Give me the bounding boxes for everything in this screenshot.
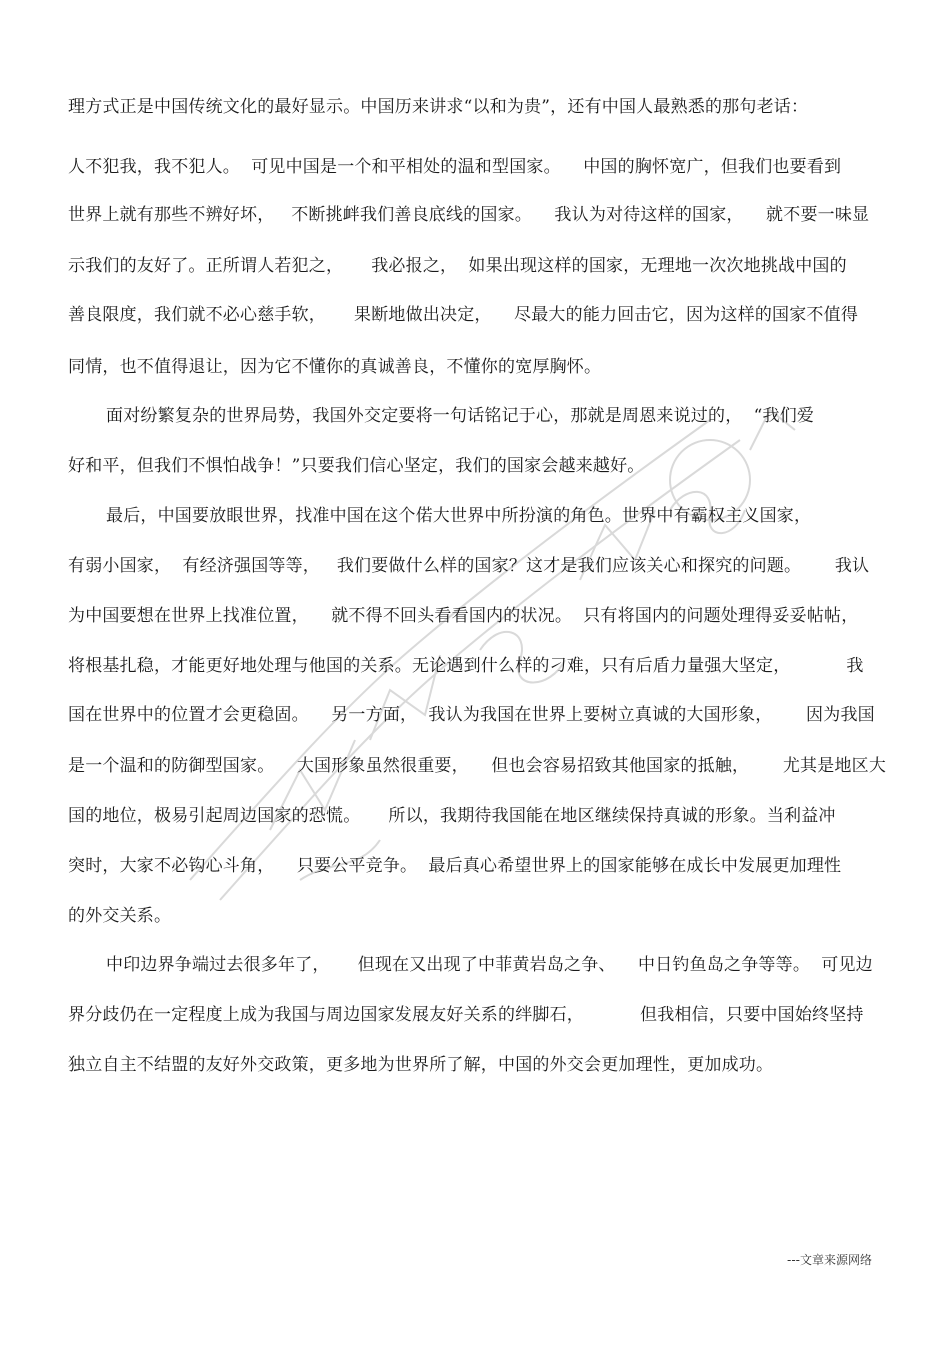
- source-footer: ---文章来源网络: [787, 1253, 872, 1267]
- text-line: 国的地位，极易引起周边国家的恐慌。 所以，我期待我国能在地区继续保持真诚的形象。当利益冲: [68, 806, 836, 826]
- text-line: 示我们的友好了。正所谓人若犯之， 我必报之， 如果出现这样的国家，无理地一次次地挑战中国的: [68, 256, 847, 276]
- watermark-stamp-icon: [150, 360, 850, 920]
- text-line: 独立自主不结盟的友好外交政策，更多地为世界所了解，中国的外交会更加理性，更加成功。: [68, 1055, 774, 1075]
- text-line: 面对纷繁复杂的世界局势，我国外交定要将一句话铭记于心，那就是周恩来说过的， “我们爱: [106, 406, 815, 426]
- text-line: 为中国要想在世界上找准位置， 就不得不回头看看国内的状况。 只有将国内的问题处理得妥妥帖帖，: [68, 606, 859, 626]
- text-line: 有弱小国家， 有经济强国等等， 我们要做什么样的国家？这才是我们应该关心和探究的问题。 我认: [68, 556, 870, 576]
- text-line: 界分歧仍在一定程度上成为我国与周边国家发展友好关系的绊脚石， 但我相信，只要中国始终坚持: [68, 1005, 864, 1025]
- text-line: 中印边界争端过去很多年了， 但现在又出现了中菲黄岩岛之争、 中日钓鱼岛之争等等。 可见边: [106, 955, 873, 975]
- text-line: 将根基扎稳，才能更好地处理与他国的关系。无论遇到什么样的刁难，只有后盾力量强大坚定， 我: [68, 656, 864, 676]
- text-line: 国在世界中的位置才会更稳固。 另一方面， 我认为我国在世界上要树立真诚的大国形象， 因为我国: [68, 705, 875, 725]
- text-line: 是一个温和的防御型国家。 大国形象虽然很重要， 但也会容易招致其他国家的抵触， 尤其是地区大: [68, 756, 887, 776]
- text-line: 人不犯我，我不犯人。 可见中国是一个和平相处的温和型国家。 中国的胸怀宽广，但我们也要看到: [68, 157, 842, 177]
- text-line: 世界上就有那些不辨好坏， 不断挑衅我们善良底线的国家。 我认为对待这样的国家， 就不要一味显: [68, 205, 870, 225]
- text-line: 突时，大家不必钩心斗角， 只要公平竞争。 最后真心希望世界上的国家能够在成长中发展更加理性: [68, 856, 842, 876]
- text-line: 善良限度，我们就不必心慈手软， 果断地做出决定， 尽最大的能力回击它，因为这样的国家不值得: [68, 305, 859, 325]
- text-line: 理方式正是中国传统文化的最好显示。中国历来讲求“以和为贵”，还有中国人最熟悉的那句老话：: [68, 97, 809, 117]
- text-line: 同情，也不值得退让，因为它不懂你的真诚善良，不懂你的宽厚胸怀。: [68, 357, 602, 377]
- text-line: 的外交关系。: [68, 906, 172, 926]
- text-line: 好和平，但我们不惧怕战争！”只要我们信心坚定，我们的国家会越来越好。: [68, 456, 645, 476]
- text-line: 最后，中国要放眼世界，找准中国在这个偌大世界中所扮演的角色。世界中有霸权主义国家，: [106, 506, 812, 526]
